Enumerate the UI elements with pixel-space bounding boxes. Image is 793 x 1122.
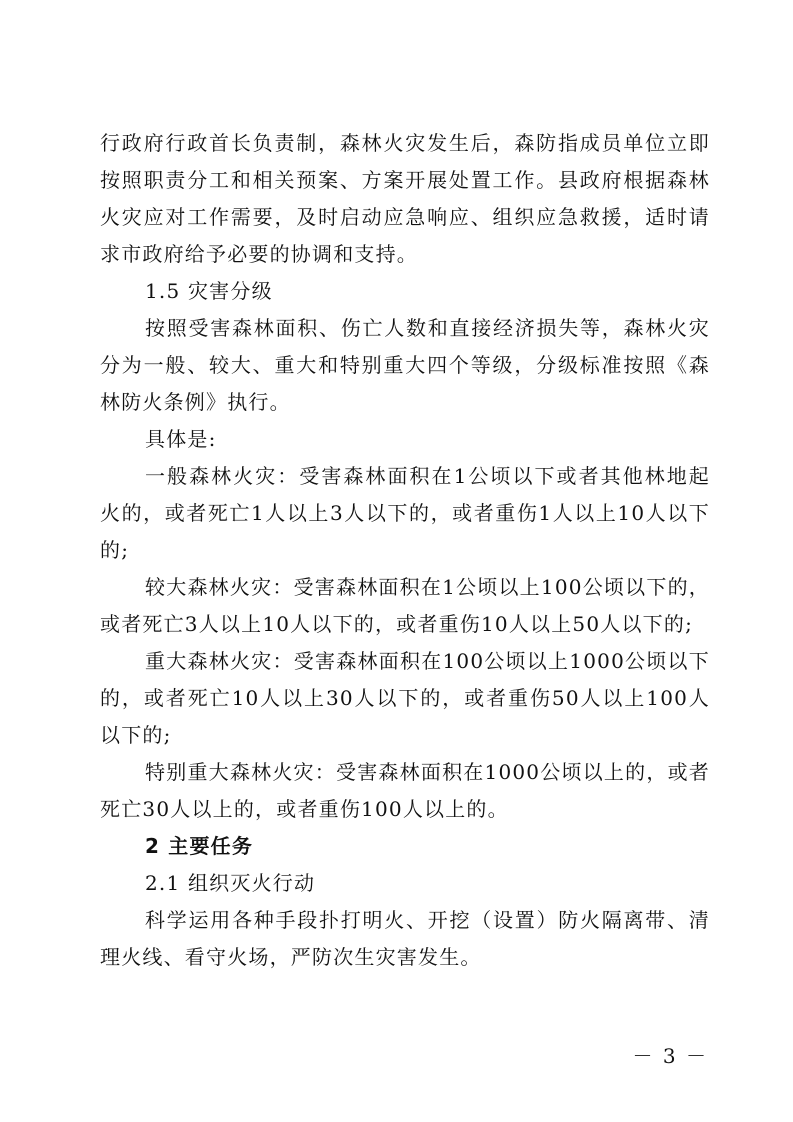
document-body: [100, 125, 710, 976]
paragraph-general-fire: 一般森林火灾：受害森林面积在1公顷以下或者其他林地起火的，或者死亡1人以上3人以下的，或者重伤1人以上10人以下的;: [100, 464, 710, 562]
page-number: － 3 －: [632, 1044, 708, 1068]
paragraph-major-fire: 重大森林火灾：受害森林面积在100公顷以上1000公顷以下的，或者死亡10人以上30人以下的，或者重伤50人以上100人以下的;: [100, 649, 710, 747]
paragraph-large-fire: 较大森林火灾：受害森林面积在1公顷以上100公顷以下的，或者死亡3人以上10人以下的，或者重伤10人以上50人以下的;: [100, 575, 710, 636]
paragraph-classification: 按照受害森林面积、伤亡人数和直接经济损失等，森林火灾分为一般、较大、重大和特别重大四个等级，分级标准按照《森林防火条例》执行。: [100, 316, 710, 414]
section-heading-2-1: 2.1 组织灭火行动: [145, 871, 316, 895]
paragraph-extra-major-fire: 特别重大森林火灾：受害森林面积在1000公顷以上的，或者死亡30人以上的，或者重伤100人以上的。: [100, 760, 710, 821]
section-heading-2: 2 主要任务: [145, 834, 254, 858]
paragraph-continuation: 行政府行政首长负责制，森林火灾发生后，森防指成员单位立即按照职责分工和相关预案、方案开展处置工作。县政府根据森林火灾应对工作需要，及时启动应急响应、组织应急救援，适时请求市政府给予必要的协调和支持。: [100, 131, 710, 266]
paragraph-specifics: 具体是:: [145, 427, 217, 451]
paragraph-firefighting: 科学运用各种手段扑打明火、开挖（设置）防火隔离带、清理火线、看守火场，严防次生灾害发生。: [100, 908, 710, 969]
section-heading-1-5: 1.5 灾害分级: [145, 279, 273, 303]
